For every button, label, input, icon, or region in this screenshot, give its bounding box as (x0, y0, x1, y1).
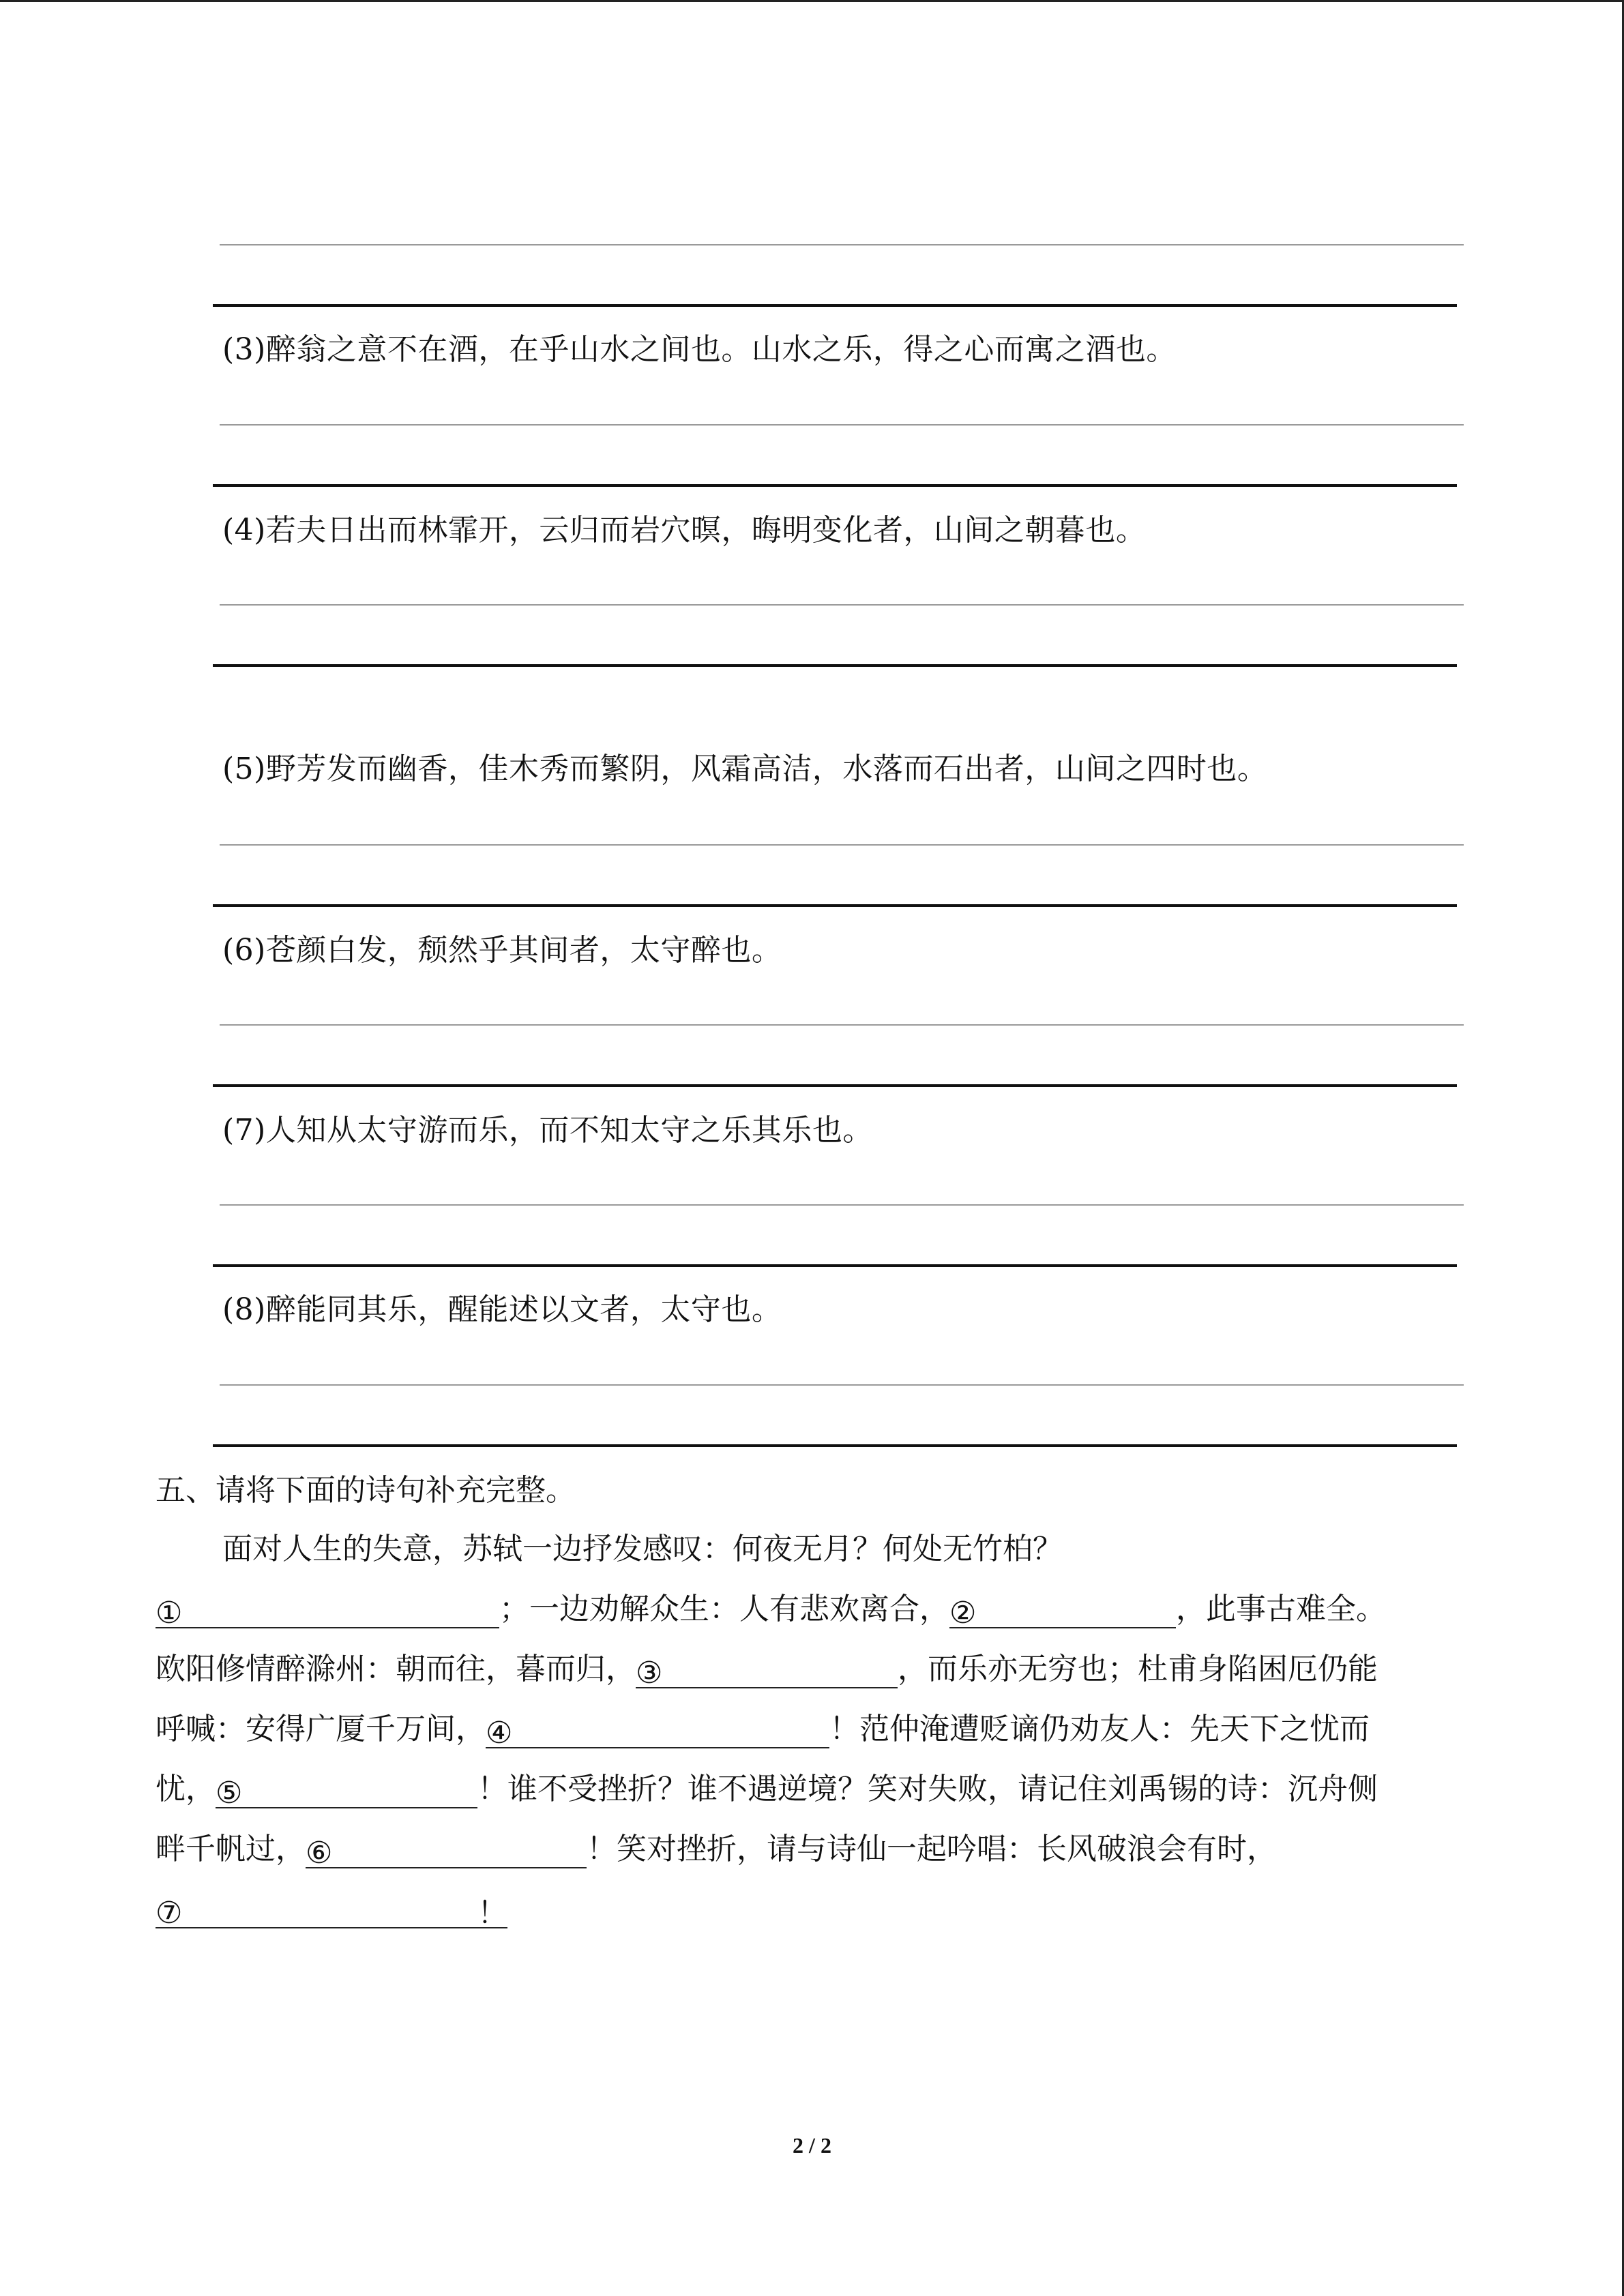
blank-marker-5: ⑤ (216, 1776, 243, 1810)
poem-paragraph-line-1 (222, 1530, 1532, 1568)
paragraph-text: ！笑对挫折，请与诗仙一起吟唱：长风破浪会有时， (587, 1832, 1277, 1866)
answer-separator (213, 1444, 1457, 1447)
poem-paragraph-line-7 (156, 1890, 1465, 1928)
answer-line (220, 1204, 1464, 1206)
paragraph-text: ，此事古难全。 (1176, 1592, 1386, 1626)
paragraph-text: 面对人生的失意，苏轼一边抒发感叹：何夜无月？何处无竹柏？ (222, 1532, 1063, 1566)
answer-line (220, 844, 1464, 846)
fill-blank-1[interactable] (156, 1594, 499, 1628)
paragraph-end-mark: ！ (477, 1896, 507, 1930)
fill-blank-7[interactable] (156, 1894, 477, 1928)
answer-separator (213, 904, 1457, 907)
section-5-heading: 五、请将下面的诗句补充完整。 (156, 1473, 576, 1508)
blank-marker-3: ③ (636, 1656, 663, 1690)
answer-separator (213, 484, 1457, 487)
answer-separator (213, 304, 1457, 307)
paragraph-text: ；一边劝解众生：人有悲欢离合， (499, 1592, 949, 1626)
blank-marker-4: ④ (486, 1716, 513, 1750)
answer-separator (213, 1264, 1457, 1267)
poem-paragraph-line-4 (156, 1710, 1465, 1748)
poem-paragraph-line-5 (156, 1770, 1465, 1808)
translation-item-8: (8)醉能同其乐，醒能述以文者，太守也。 (222, 1292, 782, 1327)
answer-line (220, 1024, 1464, 1026)
fill-blank-3[interactable] (636, 1654, 898, 1688)
poem-paragraph-line-2 (156, 1590, 1465, 1628)
paragraph-text: ，而乐亦无穷也；杜甫身陷困厄仍能 (898, 1652, 1378, 1686)
translation-item-4: (4)若夫日出而林霏开，云归而岩穴暝，晦明变化者，山间之朝暮也。 (222, 513, 1147, 548)
answer-line (220, 604, 1464, 606)
fill-blank-2[interactable] (949, 1594, 1176, 1628)
answer-separator (213, 1084, 1457, 1087)
paragraph-text: ！谁不受挫折？谁不遇逆境？笑对失败，请记住刘禹锡的诗：沉舟侧 (477, 1772, 1378, 1806)
poem-paragraph-line-3 (156, 1650, 1465, 1688)
blank-marker-7: ⑦ (156, 1896, 183, 1930)
poem-paragraph-line-6 (156, 1830, 1465, 1868)
blank-marker-2: ② (949, 1596, 977, 1630)
paragraph-text: 畔千帆过， (156, 1832, 306, 1866)
blank-marker-6: ⑥ (306, 1836, 333, 1870)
paragraph-text: ！范仲淹遭贬谪仍劝友人：先天下之忧而 (829, 1712, 1370, 1746)
fill-blank-6[interactable] (306, 1834, 587, 1868)
answer-line (220, 1384, 1464, 1386)
answer-separator (213, 664, 1457, 667)
paragraph-text: 忧， (156, 1772, 216, 1806)
translation-item-7: (7)人知从太守游而乐，而不知太守之乐其乐也。 (222, 1113, 873, 1148)
fill-blank-5[interactable] (216, 1774, 477, 1808)
answer-line (220, 244, 1464, 245)
paragraph-text: 欧阳修情醉滁州：朝而往，暮而归， (156, 1652, 636, 1686)
fill-blank-4[interactable] (486, 1714, 829, 1748)
blank-marker-1: ① (156, 1596, 183, 1630)
page-number: 2 / 2 (793, 2133, 831, 2158)
page-top-border (0, 0, 1624, 2)
translation-item-3: (3)醉翁之意不在酒，在乎山水之间也。山水之乐，得之心而寓之酒也。 (222, 332, 1177, 367)
translation-item-6: (6)苍颜白发，颓然乎其间者，太守醉也。 (222, 933, 782, 968)
paragraph-text: 呼喊：安得广厦千万间， (156, 1712, 486, 1746)
translation-item-5: (5)野芳发而幽香，佳木秀而繁阴，风霜高洁，水落而石出者，山间之四时也。 (222, 751, 1268, 786)
answer-line (220, 424, 1464, 426)
